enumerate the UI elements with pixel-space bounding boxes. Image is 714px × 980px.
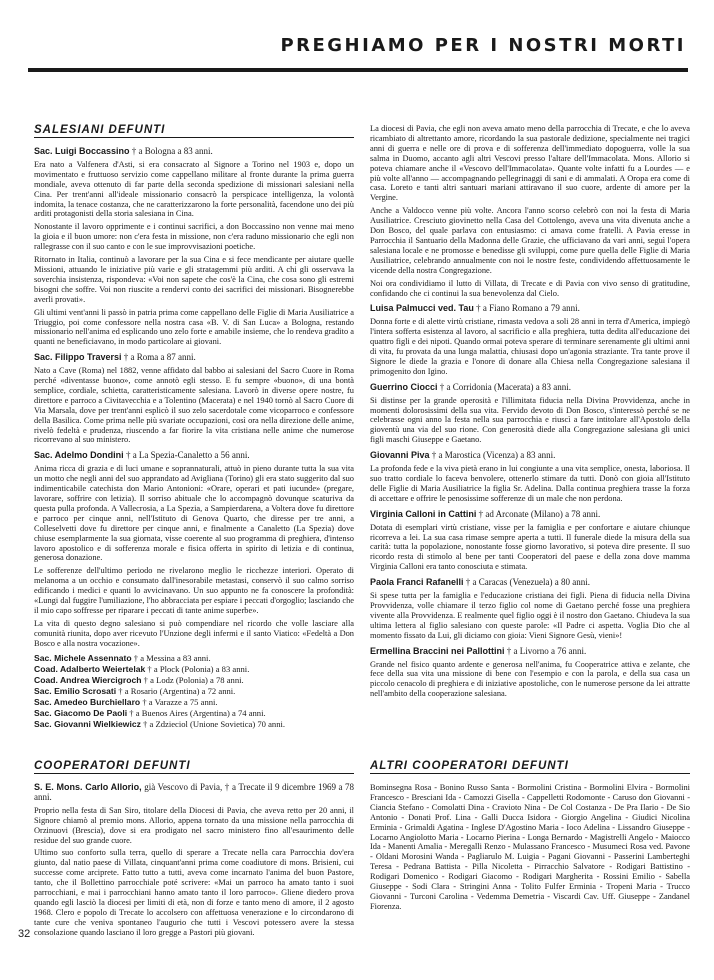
- person-name: Paola Franci Rafanelli: [370, 577, 464, 588]
- salesiano-list-item: [34, 708, 354, 719]
- cooperatore-entry: [370, 510, 690, 572]
- person-name: Sac. Filippo Traversi: [34, 352, 122, 363]
- cooperatore-entry-heading: [370, 304, 690, 314]
- cooperatore-entry-heading: [370, 647, 690, 657]
- person-details: † a La Spezia-Canaletto a 56 anni.: [123, 450, 250, 461]
- cooperatore-entry: [370, 578, 690, 640]
- page-title: PREGHIAMO PER I NOSTRI MORTI: [280, 35, 686, 56]
- right-column: [370, 124, 690, 750]
- person-details: † a Lodz (Polonia) a 78 anni.: [141, 674, 244, 685]
- cooperatore-entry-heading: [34, 783, 354, 803]
- cooperatore-entry-heading: [370, 510, 690, 520]
- person-name: Guerrino Ciocci: [370, 381, 438, 392]
- cooperatore-entry: [370, 383, 690, 445]
- obituary-paragraph: Gli ultimi vent'anni li passò in patria prima come cappellano delle Figlie di Maria Ausiliatrice a Triuggio, poi come confessore nella nostra casa «B. V. di San Luca» a Bologna, restando missionario nell'anima ed esplicando uno zelo forte e amabile insieme, che lo rendeva gradito a quanti ne beneficiavano, in modo particolare ai giovani.: [34, 307, 354, 347]
- section-heading-altri: ALTRI COOPERATORI DEFUNTI: [370, 760, 690, 774]
- page-number: 32: [18, 928, 31, 940]
- obituary-paragraph: Dotata di esemplari virtù cristiane, visse per la famiglia e per confortare e aiutare chiunque ricorreva a lei. La sua casa rimase sempre aperta a tutti. Il funerale diede la misura della sua carità: tutta la popolazione, nonostante fosse giorno lavorativo, si poteva dire presente. Il suo ricordo resta di stimolo al bene per tanti Cooperatori del paese e della zona dove mamma Virginia Calloni era tanto conosciuta e stimata.: [370, 522, 690, 572]
- altri-cooperatori-list: Bominsegna Rosa - Bonino Russo Santa - Bormolini Cristina - Bormolini Elvira - Bormolini Francesco - Bresciani Ida - Camozzi Gisella - Cappelletti Rodomonte - Caruso don Giovanni - Ciancia Stefano - Comolatti Dina - Cravioto Nina - De Col Costanza - De Pra Ilario - De Sio Antonio - Donati Prof. Lina - Galli Ducca Isidora - Giorgio Angelina - Giudici Nicolina Erminia - Grimaldi Agatina - Inglese D'Agostino Maria - Ioco Adelina - Lissandro Giuseppe - Locarno Angiolotto Maria - Locarno Pierina - Longa Bernardo - Magistrelli Angelo - Maiocco Ida - Manenti Amalia - Meregalli Renzo - Mulassano Francesco - Musumeci Rosa ved. Pavone - Oldani Morosini Wanda - Pagliarulo M. Luigia - Pagani Giovanni - Passerini Lamberteghi Teresa - Pedrana Battista - Pilla Nicoletta - Pirracchio Salvatore - Rodigari Battistino - Rodigari Domenico - Rodigari Giacomo - Rodigari Margherita - Rossini Emilio - Sabella Giuseppe - Sodi Clara - Stringini Anna - Tolito Fulfer Erminia - Tropeni Maria - Trucco Giovanni - Turconi Carolina - Vedemma Demetria - Viscardi Cav. Uff. Giuseppe - Zandanel Fiorenza.: [370, 783, 690, 911]
- salesiano-entry-heading: [34, 451, 354, 461]
- obituary-paragraph: La profonda fede e la viva pietà erano in lui congiunte a una vita semplice, onesta, laboriosa. Il suo tratto cordiale lo faceva benvolere, ottenerlo stimare da tutti. Donò con gioia all'Istituto delle Figlie di Maria Ausiliatrice la figlia Sr. Adelina. Dalla continua preghiera trasse la forza di accettare e offrire le penosissime sofferenze di un male che non perdona.: [370, 464, 690, 503]
- person-name: Coad. Adalberto Weiertelak: [34, 663, 146, 674]
- obituary-paragraph: Anima ricca di grazia e di luci umane e soprannaturali, attuò in pieno durante tutta la sua vita un motto che negli anni del suo apprandato ad Avigliana (Torino) gli era stato suggerito dal suo indimenticabile catechista don Mario Antonioni: «Orare, operari et pati iucunde» (pregare, lavorare, soffrire con letizia). Il sorriso abituale che lo accompagnò dovunque scaturiva da questa pulla profonda. A Vallecrosia, a La Spezia, a Sampierdarena, a Voltera dove fu direttore e parroco per cinque anni, nell'Istituto di Genova Quarto, che diresse per tre anni, a Colleselvetti dove fu direttore per cinque anni, e finalmente a Canaletto (La Spezia) dove chiuse esemplarmente la sua giornata, visse coerente al suo programma di preghiera, d'intenso lavoro apostolico e di sofferenza morale e fisica offerta in spirito di letizia e di continua, generosa donazione.: [34, 464, 354, 563]
- obituary-paragraph: Donna forte e di alette virtù cristiane, rimasta vedova a soli 28 anni in terra d'America, impiegò l'intera sofferta esistenza al lavoro, al sacrificio e alla preghiera, tutta dedita all'educazione dei quattro figli e dei nipoti. Quando ormai poteva sperare di terminare serenamente gli ultimi anni di vita, fu provata da una lunga malattia, chiusasi dopo un'agonia straziante. Tra tante prove il Signore le diede la grazia e l'onore di donare alla Chiesa nella Congregazione salesiana il primogenito don Igino.: [370, 317, 690, 376]
- person-name: Luisa Palmucci ved. Tau: [370, 303, 474, 314]
- person-details: † a Messina a 83 anni.: [131, 652, 211, 663]
- cooperatore-entry: [370, 647, 690, 700]
- person-details: † a Plock (Polonia) a 83 anni.: [145, 663, 250, 674]
- cooperatore-entry-heading: [370, 451, 690, 461]
- person-details: † ad Arconate (Milano) a 78 anni.: [476, 508, 601, 519]
- cooperatore-entry-heading: [370, 383, 690, 393]
- salesiano-list-item: [34, 664, 354, 675]
- person-name: Sac. Emilio Scrosati: [34, 685, 117, 696]
- salesiano-entry-heading: [34, 147, 354, 157]
- salesiano-entry: [34, 451, 354, 648]
- obituary-paragraph: Noi ora condividiamo il lutto di Villata, di Trecate e di Pavia con vivo senso di gratitudine, confidando che ci continui la sua benevolenza dal Cielo.: [370, 278, 690, 298]
- person-details: † a Roma a 87 anni.: [121, 352, 196, 363]
- obituary-paragraph: Ritornato in Italia, continuò a lavorare per la sua Cina e si fece mendicante per aiutare quelle Missioni, attuando le iniziative più varie e gli stratagemmi più arditi. A chi gli osservava la soverchia insistenza, rispondeva: «Voi non sapete che cos'è la Cina, che cosa sono gli estremi bisogni che soffre. Voi non riuscite a rendervi conto dei sacrifici dei missionari. Bisognerebbe averli provati».: [34, 255, 354, 304]
- person-name: Sac. Adelmo Dondini: [34, 450, 124, 461]
- person-name: Ermellina Braccini nei Pallottini: [370, 645, 505, 656]
- person-details: già Vescovo di Pavia, † a Trecate il 9 dicembre 1969 a 78 anni.: [34, 782, 354, 802]
- person-details: † a Corridonia (Macerata) a 83 anni.: [437, 381, 571, 392]
- cooperatori-column: [34, 760, 354, 958]
- obituary-paragraph: Si spese tutta per la famiglia e l'educazione cristiana dei figli. Piena di fiducia nella Divina Provvidenza, volle chiamare il terzo figlio col nome di Gaetano perché fosse una preghiera vivente alla Provvidenza. E realmente quel figlio oggi è il nostro don Gaetano. Chiudeva la sua ultima lettera al figlio salesiano con queste parole: «Il Padre ci aspetta. Voglia Dio che al momento fissato da Lui, gli diciamo con gioia: Vieni Signore Gesù, vieni»!: [370, 591, 690, 640]
- section-heading-cooperatori: COOPERATORI DEFUNTI: [34, 760, 354, 774]
- person-name: Sac. Giacomo De Paoli: [34, 707, 128, 718]
- person-name: Giovanni Piva: [370, 450, 430, 461]
- obituary-paragraph: Ultimo suo conforto sulla terra, quello di sperare a Trecate nella cara Parrocchia dov'era giunto, dal natio paese di Villata, cinquant'anni prima come coadiutore di mons. Brisieni, cui successe come arciprete. Fatto tutto a tutti, aveva come incarnato l'anima del buon Pastore, tanto, che il Bollettino parrocchiale poté scrivere: «Mai un parroco ha amato tanto i suoi parrocchiani, e mai i parrocchiani hanno amato tanto il loro parroco». Gliene diedero prova quando egli lasciò la diocesi per limiti di età, non di forze e tanto meno di amore, il 2 agosto 1968. Clero e popolo di Trecate lo accolsero con affettuosa venerazione e lo circondarono di tante cure che veniva spontaneo l'augurio che tutti i Vescovi potessero avere la stessa consolazione quando lasciano il loro gregge a Pastori più giovani.: [34, 848, 354, 937]
- section-heading-salesiani: SALESIANI DEFUNTI: [34, 124, 354, 138]
- obituary-paragraph: Nato a Cave (Roma) nel 1882, venne affidato dal babbo ai salesiani del Sacro Cuore in Roma perché «diventasse buono», come annotò egli stesso. E fu sempre «buono», di una bontà semplice, cordiale, schietta, caratteristicamente salesiana. Lavorò in diverse opere nostre, fu direttore e parroco a Civitavecchia e a Tolentino (Macerata) e nel 1940 tornò al Sacro Cuore di Via Marsala, dove per trent'anni esplicò il suo zelo sacerdotale come vicoparroco e confessore della Basilica. Come prima nelle più svariate occupazioni, così ora nella direzione delle anime, rivelò fedeltà e prudenza, riuscendo a far fiorire la vita cristiana nelle anime che numerose ricorrevano al suo ministero.: [34, 366, 354, 445]
- salesiano-entry: [34, 353, 354, 445]
- obituary-paragraph: Grande nel fisico quanto ardente e generosa nell'anima, fu Cooperatrice attiva e zelante, che fece della sua vita una missione di bene con l'esempio e con la parola, e della sua casa un piccolo cenacolo di preghiera e di iniziative apostoliche, con le numerose persone da lei attratte nell'ambito della cooperazione salesiana.: [370, 659, 690, 699]
- salesiano-entry-heading: [34, 353, 354, 363]
- person-name: Sac. Michele Assennato: [34, 652, 132, 663]
- person-details: † a Marostica (Vicenza) a 83 anni.: [429, 450, 556, 461]
- salesiano-entry: [34, 147, 354, 347]
- cooperatore-entry-heading: [370, 578, 690, 588]
- person-name: S. E. Mons. Carlo Allorio,: [34, 782, 142, 792]
- altri-column: [370, 760, 690, 958]
- title-rule: [28, 68, 688, 72]
- salesiano-list-item: [34, 653, 354, 664]
- continuation-text: [370, 124, 690, 298]
- person-details: † a Caracas (Venezuela) a 80 anni.: [463, 577, 590, 588]
- person-details: † a Livorno a 76 anni.: [504, 645, 587, 656]
- obituary-paragraph: Era nato a Valfenera d'Asti, si era consacrato al Signore a Torino nel 1903 e, dopo un movimentato e fruttuoso servizio come cappellano militare al fronte durante la prima guerra mondiale, aveva ottenuto di far parte della seconda spedizione di missionari salesiani nella Cina. Per trent'anni all'ideale missionario consacrò la perspicace intelligenza, la volontà indomita, la tenace costanza, che ne caratterizzarono la forte personalità, facendone uno dei più arditi protagonisti della storia salesiana in Cina.: [34, 159, 354, 219]
- person-details: † a Rosario (Argentina) a 72 anni.: [116, 685, 236, 696]
- person-details: † a Zdzieciol (Unione Sovietica) 70 anni.: [140, 718, 286, 729]
- person-details: † a Varazze a 75 anni.: [140, 696, 218, 707]
- salesiani-entries: [34, 147, 354, 649]
- obituary-paragraph: La vita di questo degno salesiano si può compendiare nel ricordo che volle lasciare alla comunità riunita, dopo aver ricevuto l'Unzione degli infermi e il santo Viatico: «Fedeltà a Don Bosco e alla nostra vocazione».: [34, 618, 354, 648]
- cooperatore-entry: [370, 304, 690, 376]
- obituary-paragraph: Si distinse per la grande operosità e l'illimitata fiducia nella Divina Provvidenza, anche in momenti dolorosissimi della sua vita. Fervido devoto di Don Bosco, s'interessò perché se ne celebrasse ogni anno la festa nella sua parrocchia e riuscì a fare intitolare all'Apostolo della gioventù una via del suo rione. Con generosità diede alla Congregazione salesiana gli unici figli maschi Giuseppe e Gaetano.: [370, 395, 690, 445]
- person-name: Coad. Andrea Wiercigroch: [34, 674, 142, 685]
- salesiano-list-item: [34, 675, 354, 686]
- obituary-paragraph: La diocesi di Pavia, che egli non aveva amato meno della parrocchia di Trecate, e che lo aveva ricambiato di altrettanto amore, ricordando la sua pastorale dedizione, specialmente nei tragici anni di guerra e nelle ore di prova e di sofferenza dell'immediato dopoguerra, volle la sua salma in Duomo, accanto agli altri Vescovi presso l'altare dell'Immacolata. Mons. Allorio si poteva chiamare anche il «Vescovo dell'Immacolata». Quante volte infatti fu a Lourdes — e più volte all'anno — accompagnando pellegrinaggi di sani e di ammalati. A Oropa era come di casa. Loreto e tanti altri santuari mariani attiravano il suo cuore, ardente di amore per la Vergine.: [370, 124, 690, 203]
- cooperatori-entry: [34, 783, 354, 938]
- salesiano-list-item: [34, 697, 354, 708]
- cooperatore-entry: [370, 451, 690, 504]
- salesiano-list-item: [34, 719, 354, 730]
- salesiani-column: [34, 124, 354, 732]
- obituary-paragraph: Le sofferenze dell'ultimo periodo ne rivelarono meglio le ricchezze interiori. Operato di melanoma a un occhio e consumato dall'inesorabile metastasi, conservò il suo calmo sorriso edificando i medici e quanti lo avvicinavano. Un suo appunto ne fa conoscere la profondità: «Lungi dal fuggire l'umiliazione, l'ho abbracciata per espiare i peccati d'orgoglio; lasciando che il mio capo soffresse per riparare i peccati di tante anime superbe».: [34, 566, 354, 615]
- person-name: Sac. Giovanni Wielkiewicz: [34, 718, 141, 729]
- obituary-paragraph: Anche a Valdocco venne più volte. Ancora l'anno scorso celebrò con noi la festa di Maria Ausiliatrice. Cresciuto giovinetto nella Casa del Cottolengo, aveva una vita divenuta anche a Don Bosco, del quale parlava con entusiasmo: ci amava come fratelli. A Pavia eresse in Parrocchia il Santuario della Madonna delle Grazie, che ufficiavano da vari anni, seguì l'opera salesiana locale e ne promosse e benedisse gli sviluppi, come pure quella delle Figlie di Maria Ausiliatrice, celebrando annualmente con noi le nostre feste, condividendo affettuosamente le vicende della nostra Congregazione.: [370, 206, 690, 275]
- obituary-paragraph: Nonostante il lavoro opprimente e i continui sacrifici, a don Boccassino non venne mai meno la gioia e il buon umore: non c'era festa in missione, non c'era raduno missionario che egli non rallegrasse con il suo canto e con le sue improvvisazioni poetiche.: [34, 222, 354, 252]
- obituary-paragraph: Proprio nella festa di San Siro, titolare della Diocesi di Pavia, che aveva retto per 20 anni, il Signore chiamò al premio mons. Allorio, appena tornato da una missione nella parrocchia di Orzinuovi (Brescia), dove si era prodigato nel sacro ministero fino all'esaurimento delle residue del suo grande cuore.: [34, 805, 354, 845]
- salesiani-list: [34, 653, 354, 730]
- person-details: † a Buenos Aires (Argentina) a 74 anni.: [127, 707, 266, 718]
- person-details: † a Fiano Romano a 79 anni.: [473, 303, 580, 314]
- person-name: Sac. Amedeo Burchiellaro: [34, 696, 141, 707]
- person-name: Virginia Calloni in Cattini: [370, 508, 477, 519]
- right-entries: [370, 304, 690, 699]
- person-name: Sac. Luigi Boccassino: [34, 146, 130, 156]
- person-details: † a Bologna a 83 anni.: [129, 146, 213, 156]
- salesiano-list-item: [34, 686, 354, 697]
